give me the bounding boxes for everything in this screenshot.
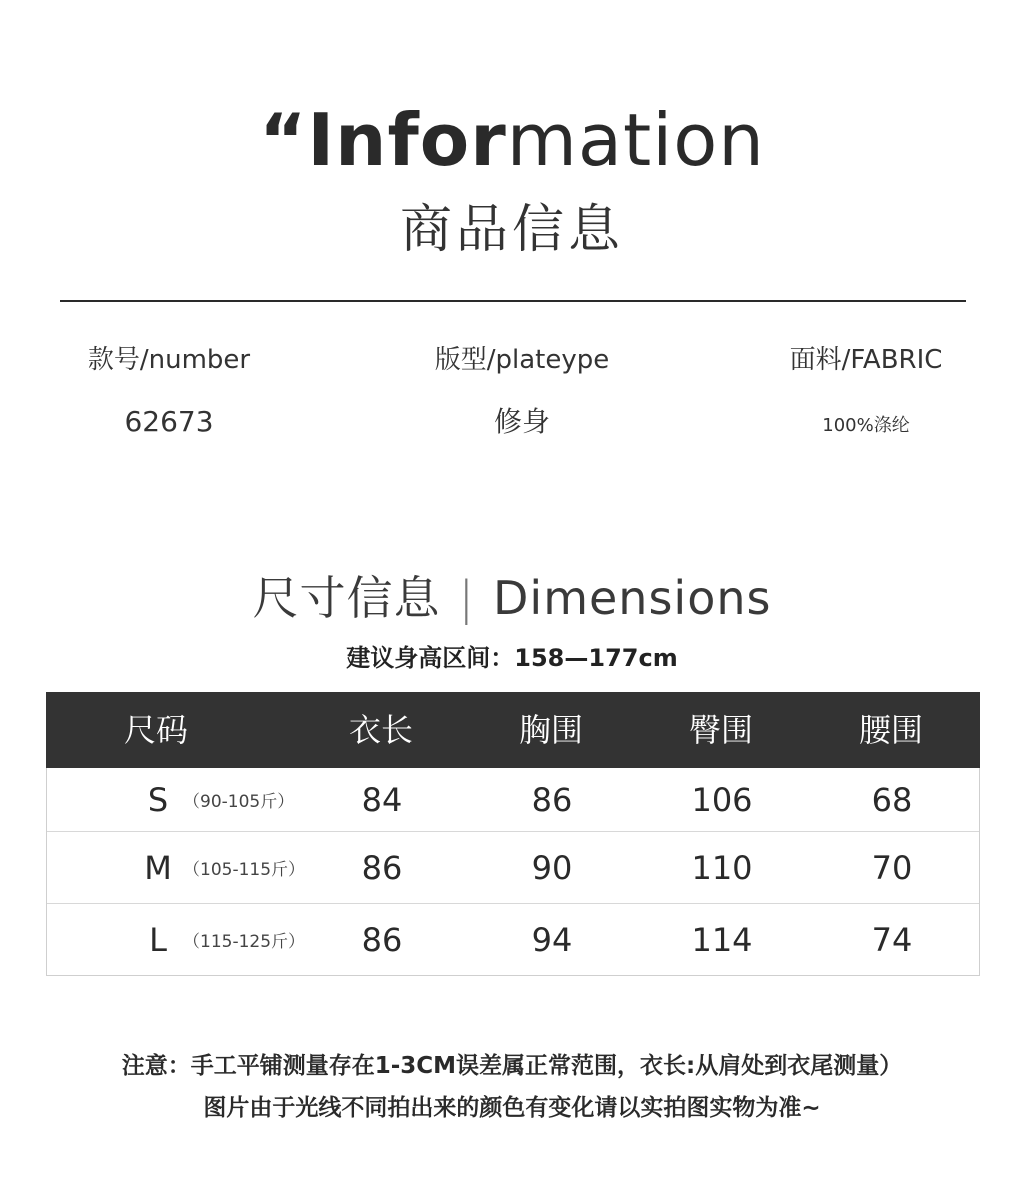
plateype-value: 修身 bbox=[493, 405, 550, 438]
dimensions-title-cn: 尺寸信息 bbox=[252, 571, 441, 625]
size-table-header bbox=[46, 692, 980, 768]
info-fabric bbox=[706, 338, 1024, 446]
length-value: 86 bbox=[361, 920, 403, 959]
size-weight-range: （105-115斤） bbox=[183, 860, 306, 880]
plateype-label: 版型/plateype bbox=[434, 345, 610, 375]
fabric-label: 面料/FABRIC bbox=[789, 345, 943, 375]
header-length: 衣长 bbox=[348, 711, 413, 749]
info-number bbox=[9, 338, 329, 442]
chest-value: 86 bbox=[531, 780, 573, 819]
size-table bbox=[46, 692, 980, 976]
length-value: 84 bbox=[361, 780, 403, 819]
waist-value: 70 bbox=[871, 848, 913, 887]
hip-value: 110 bbox=[691, 848, 753, 887]
hip-value: 114 bbox=[691, 920, 753, 959]
size-weight-range: （115-125斤） bbox=[183, 932, 306, 952]
size-weight-range: （90-105斤） bbox=[183, 792, 295, 812]
chest-value: 90 bbox=[531, 848, 573, 887]
page-title-cn: 商品信息 bbox=[399, 200, 624, 260]
title-quote-mark: “ bbox=[259, 98, 308, 182]
waist-value: 74 bbox=[871, 920, 913, 959]
title-light-part: mation bbox=[506, 98, 765, 182]
waist-value: 68 bbox=[871, 780, 913, 819]
dimensions-title-en: Dimensions bbox=[493, 571, 772, 625]
size-label: M bbox=[144, 848, 172, 887]
header-waist: 腰围 bbox=[858, 711, 923, 749]
chest-value: 94 bbox=[531, 920, 573, 959]
size-label: S bbox=[147, 780, 169, 819]
info-plateype bbox=[362, 338, 682, 442]
table-row bbox=[47, 832, 979, 904]
page-title-en bbox=[0, 98, 1024, 182]
color-note: 图片由于光线不同拍出来的颜色有变化请以实拍图实物为准~ bbox=[203, 1095, 821, 1121]
header-chest: 胸围 bbox=[518, 711, 583, 749]
dimensions-separator: | bbox=[458, 571, 475, 625]
fabric-value: 100%涤纶 bbox=[822, 415, 910, 436]
dimensions-title bbox=[0, 566, 1024, 630]
title-divider bbox=[60, 300, 966, 302]
hip-value: 106 bbox=[691, 780, 753, 819]
header-hip: 臀围 bbox=[688, 711, 753, 749]
height-range-note: 建议身高区间：158—177cm bbox=[346, 644, 678, 672]
number-label: 款号/number bbox=[87, 345, 251, 375]
table-row bbox=[47, 768, 979, 832]
header-size: 尺码 bbox=[123, 711, 188, 749]
table-row bbox=[47, 904, 979, 975]
title-bold-part: Infor bbox=[307, 98, 507, 182]
number-value: 62673 bbox=[124, 405, 214, 438]
length-value: 86 bbox=[361, 848, 403, 887]
measurement-note: 注意：手工平铺测量存在1-3CM误差属正常范围，衣长:从肩处到衣尾测量） bbox=[121, 1053, 903, 1079]
size-label: L bbox=[149, 920, 167, 959]
